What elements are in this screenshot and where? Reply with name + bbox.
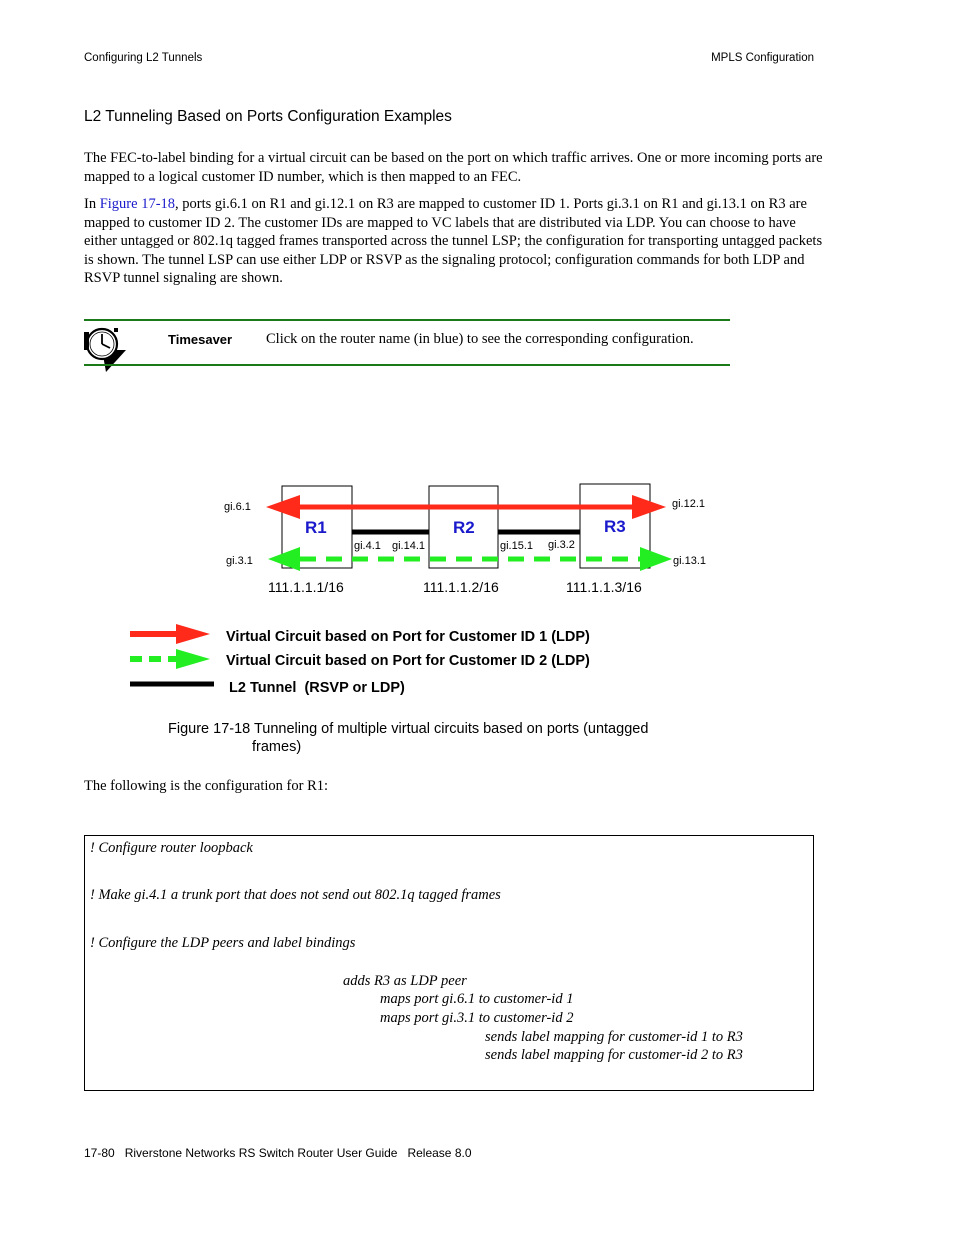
- figure-caption: Figure 17-18 Tunneling of multiple virtual circuits based on ports (untagged: [168, 721, 649, 737]
- code-line: maps port gi.6.1 to customer-id 1: [380, 991, 574, 1007]
- config-code-box: [84, 835, 814, 1091]
- figure-description-paragraph: [84, 195, 824, 288]
- code-line: ! Make gi.4.1 a trunk port that does not send out 802.1q tagged frames: [90, 887, 501, 903]
- legend-vc2-label: Virtual Circuit based on Port for Customer ID 2 (LDP): [226, 653, 590, 669]
- section-title: L2 Tunneling Based on Ports Configuration Examples: [84, 108, 452, 125]
- router-r2-label[interactable]: R2: [453, 518, 475, 537]
- router-ip: 111.1.1.3/16: [566, 579, 642, 595]
- legend-vc1-label: Virtual Circuit based on Port for Customer ID 1 (LDP): [226, 629, 590, 645]
- port-label: gi.6.1: [224, 501, 251, 513]
- figure-link[interactable]: Figure 17-18: [99, 196, 176, 212]
- port-label: gi.13.1: [673, 555, 707, 567]
- timesaver-label: Timesaver: [168, 332, 233, 347]
- intro-paragraph: The FEC-to-label binding for a virtual circuit can be based on the port on which traffic arrives. One or more incoming ports are mapped to a logical customer ID number, which is then mapped to an FEC.: [84, 150, 823, 185]
- legend-vc1-swatch: [130, 624, 210, 644]
- port-label: gi.15.1: [500, 540, 534, 552]
- timesaver-top-rule: [84, 319, 730, 321]
- timesaver-text: Click on the router name (in blue) to see the corresponding configuration.: [266, 331, 694, 347]
- legend-vc2-swatch: [130, 649, 210, 669]
- router-r3-label[interactable]: R3: [604, 517, 626, 536]
- tunnel-diagram: [0, 470, 954, 700]
- code-line: ! Configure the LDP peers and label bindings: [90, 935, 356, 951]
- code-line: adds R3 as LDP peer: [343, 973, 467, 989]
- code-line: ! Configure router loopback: [90, 840, 253, 856]
- port-label: gi.12.1: [672, 498, 706, 510]
- config-intro: The following is the configuration for R1:: [84, 778, 329, 794]
- timesaver-bottom-rule: [84, 364, 730, 366]
- legend-tunnel-label: L2 Tunnel (RSVP or LDP): [229, 680, 405, 696]
- port-label: gi.4.1: [354, 540, 381, 552]
- port-label: gi.14.1: [392, 540, 426, 552]
- router-ip: 111.1.1.2/16: [423, 579, 499, 595]
- para2-rest: , ports gi.6.1 on R1 and gi.12.1 on R3 are mapped to customer ID 1. Ports gi.3.1 on R1 and gi.13.1 on R3 are mapped to customer ID 2. The customer IDs are mapped to VC labels that are distributed via LDP. You can choose to have either untagged or 802.1q tagged frames transported across the tunnel LSP; the configuration for transporting untagged packets is shown. The tunnel LSP can use either LDP or RSVP as the signaling protocol; configuration commands for both LDP and RSVP tunnel signaling are shown.: [84, 196, 823, 286]
- para2-prefix: In: [84, 196, 100, 212]
- port-label: gi.3.2: [548, 539, 575, 551]
- code-line: maps port gi.3.1 to customer-id 2: [380, 1010, 574, 1026]
- figure-caption-continued: frames): [252, 739, 302, 755]
- code-line: sends label mapping for customer-id 1 to R3: [485, 1029, 743, 1045]
- running-header-right: MPLS Configuration: [711, 52, 814, 64]
- port-label: gi.3.1: [226, 555, 253, 567]
- code-line: sends label mapping for customer-id 2 to R3: [485, 1047, 743, 1063]
- router-ip: 111.1.1.1/16: [268, 579, 344, 595]
- page-footer: 17-80 Riverstone Networks RS Switch Router User Guide Release 8.0: [84, 1146, 472, 1160]
- running-header-left: Configuring L2 Tunnels: [84, 52, 203, 64]
- router-r1-label[interactable]: R1: [305, 518, 327, 537]
